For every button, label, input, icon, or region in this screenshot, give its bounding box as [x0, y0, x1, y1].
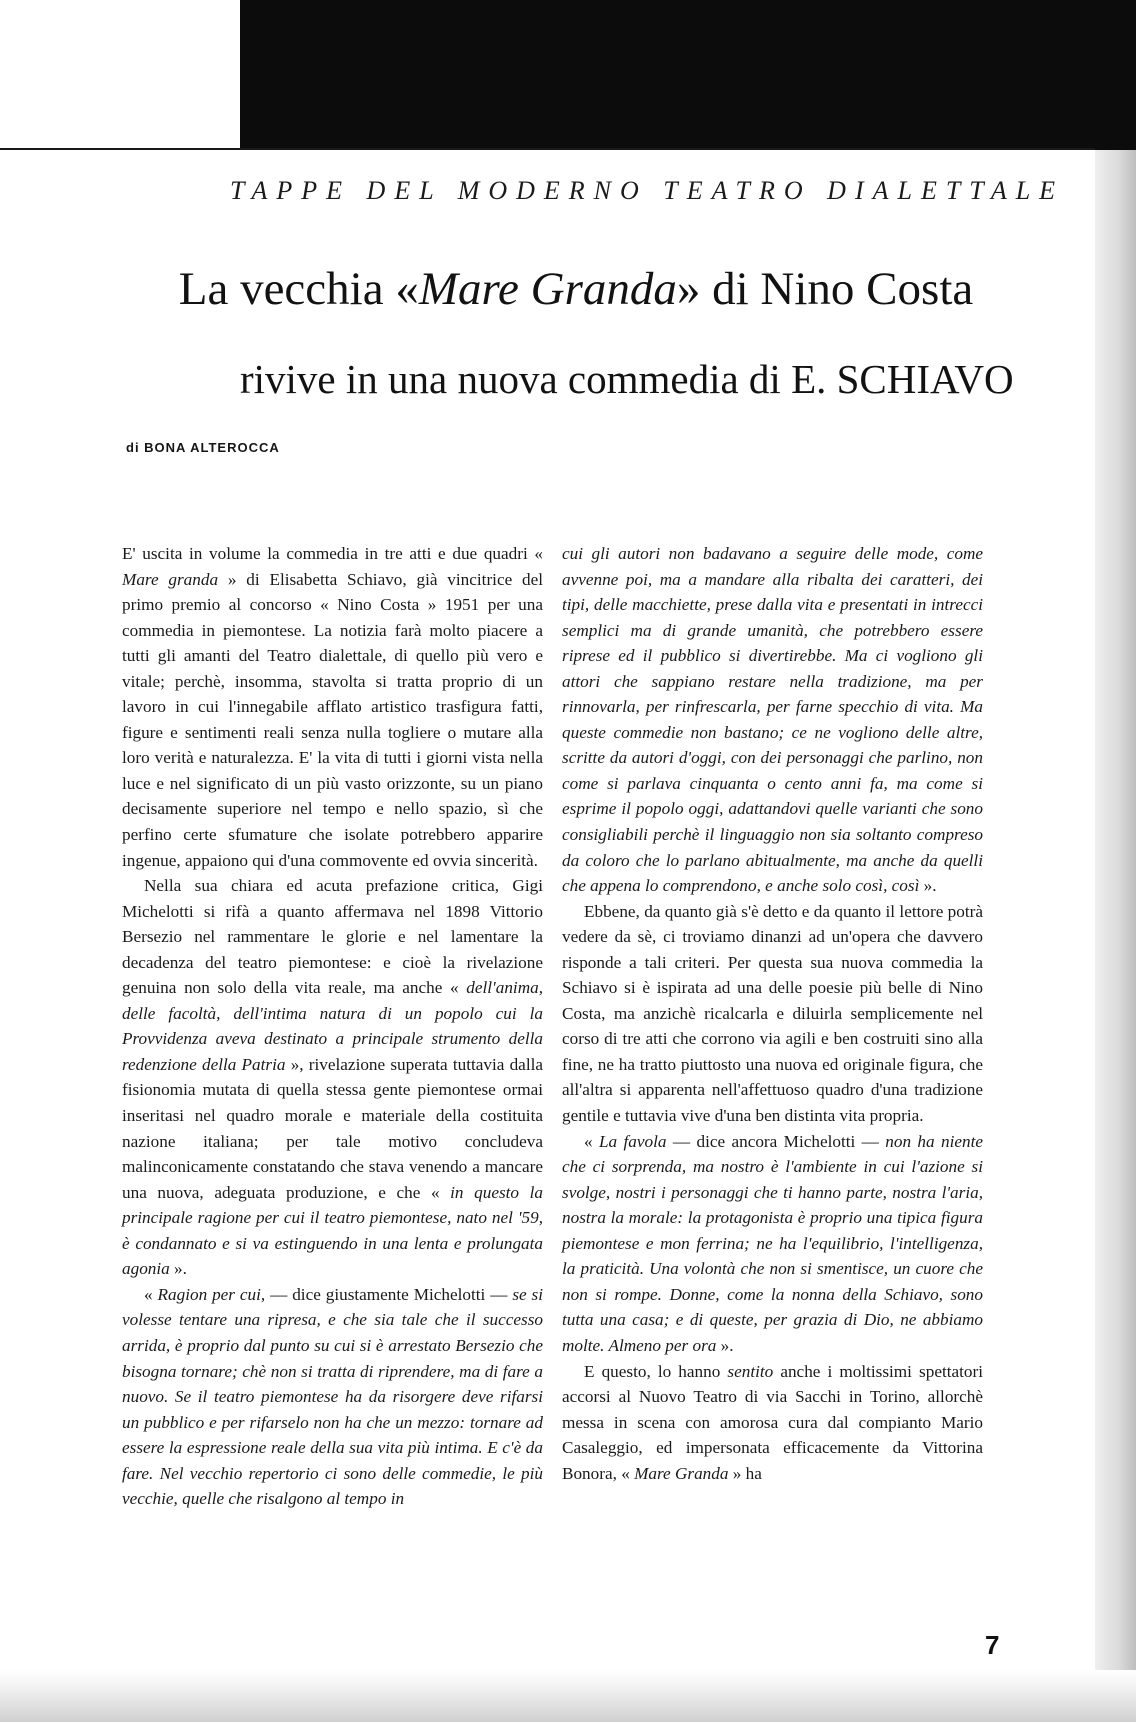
right-text-column	[562, 541, 983, 1486]
text-run: — dice ancora Michelotti —	[666, 1131, 886, 1151]
title-play-name: Mare Granda	[418, 263, 677, 315]
paragraph	[122, 1282, 543, 1512]
title-part-2: » di Nino Costa	[676, 263, 974, 315]
scan-bottom-edge	[0, 1670, 1136, 1722]
italic-text-run: Mare Granda	[634, 1463, 729, 1483]
article-subtitle: rivive in una nuova commedia di E. SCHIAVO	[240, 356, 1014, 402]
italic-text-run: non ha niente che ci sorprenda, ma nostro è l'ambiente in cui l'azione si svolge, nostri i personaggi che ti hanno parte, nostra l'aria, nostra la morale: la protagonista è proprio una tipica figura piemontese e mon ferrina; ne ha l'equilibrio, l'intelligenza, la praticità. Una volontà che non si smentisce, un cuore che non si rompe. Donne, come la nonna della Schiavo, sono tutta una casa; e di queste, per grazia di Dio, ne abbiamo molte. Almeno per ora	[562, 1131, 983, 1355]
italic-text-run: se si volesse tentare una ripresa, e che sia tale che il successo arrida, è proprio dal punto su cui si è arrestato Bersezio che bisogna tornare; chè non si tratta di riprendere, ma di fare a nuovo. Se il teatro piemontese ha da risorgere deve rifarsi un pubblico e per rifarselo non ha che un mezzo: tornare ad essere la espressione reale della sua vita più intima. E c'è da fare. Nel vecchio repertorio ci sono delle commedie, le più vecchie, quelle che risalgono al tempo in	[122, 1284, 544, 1509]
italic-text-run: La favola	[598, 1131, 667, 1151]
text-run: ».	[169, 1259, 187, 1279]
article-title	[126, 262, 1026, 316]
title-part-1: La vecchia «	[178, 263, 419, 315]
text-run: «	[584, 1131, 599, 1151]
text-run: » di Elisabetta Schiavo, già vincitrice del primo premio al concorso « Nino Costa » 1951 per una commedia in piemontese. La notizia farà molto piacere a tutti gli amanti del Teatro dialettale, di quello più vero e vitale; perchè, insomma, stavolta si tratta proprio di un lavoro in cui l'innegabile afflato artistico trasfigura fatti, figure e sentimenti reali senza nulla togliere o mutare alla loro verità e naturalezza. E' la vita di tutti i giorni vista nella luce e nel significato di un più vasto orizzonte, su un piano decisamente superiore nel tempo e nello spazio, sì che perfino certe sfumature che isolate potrebbero apparire ingenue, appaiono qui d'una commovente ed ovvia sincerità.	[122, 569, 544, 870]
text-run: ».	[716, 1335, 734, 1355]
text-run: anche i moltissimi spettatori accorsi al Nuovo Teatro di via Sacchi in Torino, allorchè messa in scena con amorosa cura dal compianto Mario Casaleggio, ed impersonata efficacemente da Vittorina Bonora, «	[562, 1361, 983, 1483]
paragraph	[562, 1129, 983, 1359]
page-number: 7	[985, 1630, 1000, 1660]
text-run: Nella sua chiara ed acuta prefazione critica, Gigi Michelotti si rifà a quanto affermava nel 1898 Vittorio Bersezio nel rammentare le glorie e nel lamentare la decadenza del teatro piemontese: e cioè la rivelazione genuina non solo della vita reale, ma anche «	[122, 876, 543, 998]
italic-text-run: Ragion per cui,	[157, 1284, 266, 1304]
text-run: ».	[919, 876, 937, 896]
text-run: Ebbene, da quanto già s'è detto e da quanto il lettore potrà vedere da sè, ci troviamo dinanzi ad un'opera che davvero risponde a tali criteri. Per questa sua nuova commedia la Schiavo si è ispirata ad una delle poesie più belle di Nino Costa, ma anzichè ricalcarla e diluirla semplicemente nel corso di tre atti che corrono via agili e ben costruiti sino alla fine, ne ha tratto piuttosto una nuova ed originale figura, che all'altra si apparenta nell'affettuoso quadro d'una tradizione gentile e tuttavia vive d'una ben distinta vita propria.	[562, 901, 983, 1126]
paragraph	[562, 541, 983, 899]
text-run: », rivelazione superata tuttavia dalla fisionomia mutata di quella stessa gente piemontese ormai inseritasi nel quadro morale e materiale della costituita nazione italiana; per tale motivo concludeva malinconicamente constatando che stava venendo a mancare una nuova, adeguata produzione, e che «	[122, 1054, 543, 1202]
scan-top-band	[240, 0, 1136, 150]
scan-right-edge	[1090, 150, 1136, 1722]
italic-text-run: in questo la principale ragione per cui il teatro piemontese, nato nel '59, è condannato e si va estinguendo in una lenta e prolungata agonia	[122, 1182, 543, 1279]
paragraph	[562, 899, 983, 1129]
italic-text-run: cui gli autori non badavano a seguire delle mode, come avvenne poi, ma a mandare alla ribalta dei caratteri, dei tipi, delle macchiette, prese dalla vita e presentati in intrecci semplici ma di grande umanità, che potrebbero essere riprese ed il pubblico si divertirebbe. Ma ci vogliono gli attori che sappiano restare nella tradizione, ma per rinnovarla, per rinfrescarla, per farne specchio di vita. Ma queste commedie non bastano; ce ne vogliono delle altre, scritte da autori d'oggi, con dei personaggi che parlino, non come si parlava cinquanta o cento anni fa, ma come si esprime il popolo oggi, adattandovi quelle varianti che sono consigliabili perchè il linguaggio non sia soltanto compreso da coloro che lo parlano abitualmente, ma anche da quelli che appena lo comprendono, e anche solo così, così	[562, 544, 983, 896]
author-byline: di BONA ALTEROCCA	[126, 440, 280, 455]
section-kicker: TAPPE DEL MODERNO TEATRO DIALETTALE	[230, 176, 1065, 205]
paragraph	[562, 1359, 983, 1487]
page-corner	[0, 0, 240, 150]
text-run: E questo, lo hanno	[584, 1361, 728, 1381]
paragraph	[122, 541, 543, 873]
text-run: «	[144, 1284, 158, 1304]
italic-text-run: sentito	[727, 1361, 774, 1381]
italic-text-run: dell'anima, delle facoltà, dell'intima natura di un popolo cui la Provvidenza aveva destinato a principale strumento della redenzione della Patria	[122, 978, 543, 1074]
text-run: — dice giustamente Michelotti —	[265, 1284, 513, 1304]
left-text-column	[122, 541, 543, 1512]
paragraph	[122, 873, 543, 1282]
text-run: » ha	[728, 1463, 762, 1483]
italic-text-run: Mare granda	[122, 569, 219, 589]
text-run: E' uscita in volume la commedia in tre atti e due quadri «	[122, 544, 543, 563]
